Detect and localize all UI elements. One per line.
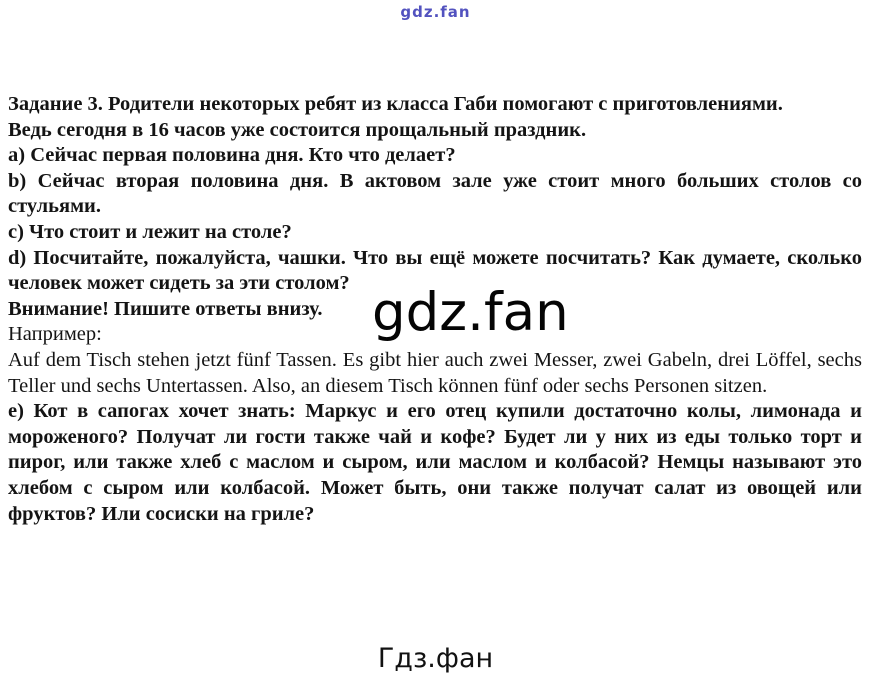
example-german-text: Auf dem Tisch stehen jetzt fünf Tassen. Es gibt hier auch zwei Messer, zwei Gabeln, drei Löffel, sechs Teller und sechs Untertassen. Also, an diesem Tisch können fünf oder sechs Personen sitzen. [8,348,862,397]
task-item-a: a) Сейчас первая половина дня. Кто что делает? [8,144,456,167]
task-item-c: c) Что стоит и лежит на столе? [8,220,292,243]
footer-site-label: Гдз.фан [377,643,494,674]
site-watermark-top: gdz.fan [400,3,471,21]
site-watermark-center: gdz.fan [372,282,569,343]
task-heading: Задание 3. Родители некоторых ребят из класса Габи помогают с приготовлениями. [8,93,783,115]
task-item-e: e) Кот в сапогах хочет знать: Маркус и его отец купили достаточно колы, лимонада и мороженого? Получат ли гости также чай и кофе? Будет ли у них из еды только торт и пирог, или также хлеб с маслом и сыром, или маслом и колбасой? Немцы называют это хлебом с сыром или колбасой. Может быть, они также получат салат из овощей или фруктов? Или сосиски на гриле? [8,400,862,525]
task-item-d: d) Посчитайте, пожалуйста, чашки. Что вы ещё можете посчитать? Как думаете, сколько человек может сидеть за эти столом? [8,246,862,295]
example-label: Например: [8,323,102,346]
task-intro: Ведь сегодня в 16 часов уже состоится прощальный праздник. [8,118,587,141]
task-item-b: b) Сейчас вторая половина дня. В актовом зале уже стоит много больших столов со стульями. [8,169,862,218]
attention-note: Внимание! Пишите ответы внизу. [8,297,323,320]
